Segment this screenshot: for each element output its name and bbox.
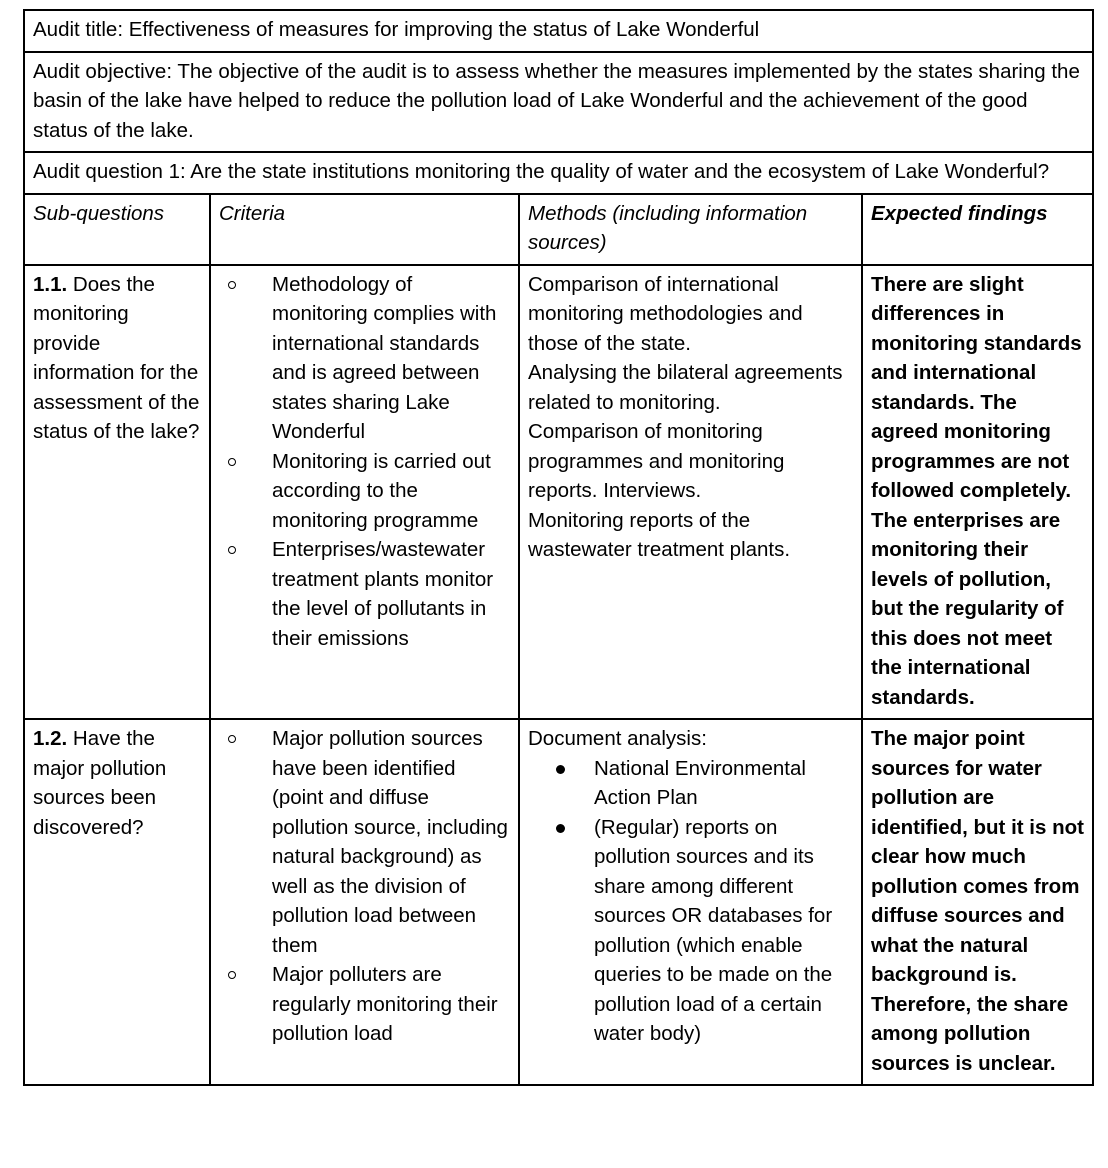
list-item: Major polluters are regularly monitoring their pollution load <box>219 960 510 1049</box>
criteria-list <box>219 270 510 654</box>
column-header-methods: Methods (including information sources) <box>519 194 862 265</box>
sub-question-text: Have the major pollution sources been discovered? <box>33 727 167 839</box>
audit-title-row <box>24 10 1093 52</box>
sub-question-text: Does the monitoring provide information for the assessment of the status of the lake? <box>33 272 200 443</box>
list-item: Enterprises/wastewater treatment plants monitor the level of pollutants in their emissions <box>219 535 510 653</box>
expected-findings-cell <box>862 265 1093 720</box>
table-row <box>24 265 1093 720</box>
criteria-cell <box>210 265 519 720</box>
audit-objective-cell: Audit objective: The objective of the audit is to assess whether the measures implemented by the states sharing the basin of the lake have helped to reduce the pollution load of Lake Wonderful and the achievement of the good status of the lake. <box>24 52 1093 153</box>
column-header-sub-questions: Sub-questions <box>24 194 210 265</box>
audit-question-cell: Audit question 1: Are the state institutions monitoring the quality of water and the ecosystem of Lake Wonderful? <box>24 152 1093 194</box>
audit-title-cell: Audit title: Effectiveness of measures for improving the status of Lake Wonderful <box>24 10 1093 52</box>
list-item: Monitoring is carried out according to the monitoring programme <box>219 447 510 536</box>
methods-cell <box>519 265 862 720</box>
sub-question-cell <box>24 719 210 1085</box>
expected-findings-cell <box>862 719 1093 1085</box>
list-item: National Environmental Action Plan <box>528 754 853 813</box>
findings-paragraph: There are slight differences in monitoring standards and international standards. The agreed monitoring programmes are not followed completely. <box>871 272 1082 502</box>
findings-paragraph: The enterprises are monitoring their levels of pollution, but the regularity of this does not meet the international standards. <box>871 508 1064 709</box>
criteria-list <box>219 724 510 1049</box>
sub-question-number: 1.1. <box>33 272 68 296</box>
table-row <box>24 719 1093 1085</box>
methods-cell <box>519 719 862 1085</box>
methods-paragraph: Analysing the bilateral agreements related to monitoring. <box>528 361 843 414</box>
methods-intro: Document analysis: <box>528 727 707 750</box>
sub-question-number: 1.2. <box>33 727 68 750</box>
methods-list <box>528 754 853 1049</box>
table-header-row <box>24 194 1093 265</box>
methods-paragraph: Monitoring reports of the wastewater treatment plants. <box>528 508 791 561</box>
list-item: (Regular) reports on pollution sources and its share among different sources OR databases for pollution (which enable queries to be made on the pollution load of a certain water body) <box>528 813 853 1049</box>
audit-objective-row <box>24 52 1093 153</box>
column-header-criteria: Criteria <box>210 194 519 265</box>
sub-question-cell <box>24 265 210 720</box>
methods-paragraph: Comparison of international monitoring methodologies and those of the state. <box>528 272 803 355</box>
criteria-cell <box>210 719 519 1085</box>
findings-paragraph: The major point sources for water pollution are identified, but it is not clear how much pollution comes from diffuse sources and what the natural background is. Therefore, the share among pollution sources is unclear. <box>871 727 1084 1075</box>
audit-design-matrix-table <box>23 9 1094 1086</box>
list-item: Methodology of monitoring complies with international standards and is agreed between states sharing Lake Wonderful <box>219 270 510 447</box>
column-header-expected-findings: Expected findings <box>862 194 1093 265</box>
list-item: Major pollution sources have been identified (point and diffuse pollution source, including natural background) as well as the division of pollution load between them <box>219 724 510 960</box>
methods-paragraph: Comparison of monitoring programmes and monitoring reports. Interviews. <box>528 420 785 502</box>
audit-question-row <box>24 152 1093 194</box>
